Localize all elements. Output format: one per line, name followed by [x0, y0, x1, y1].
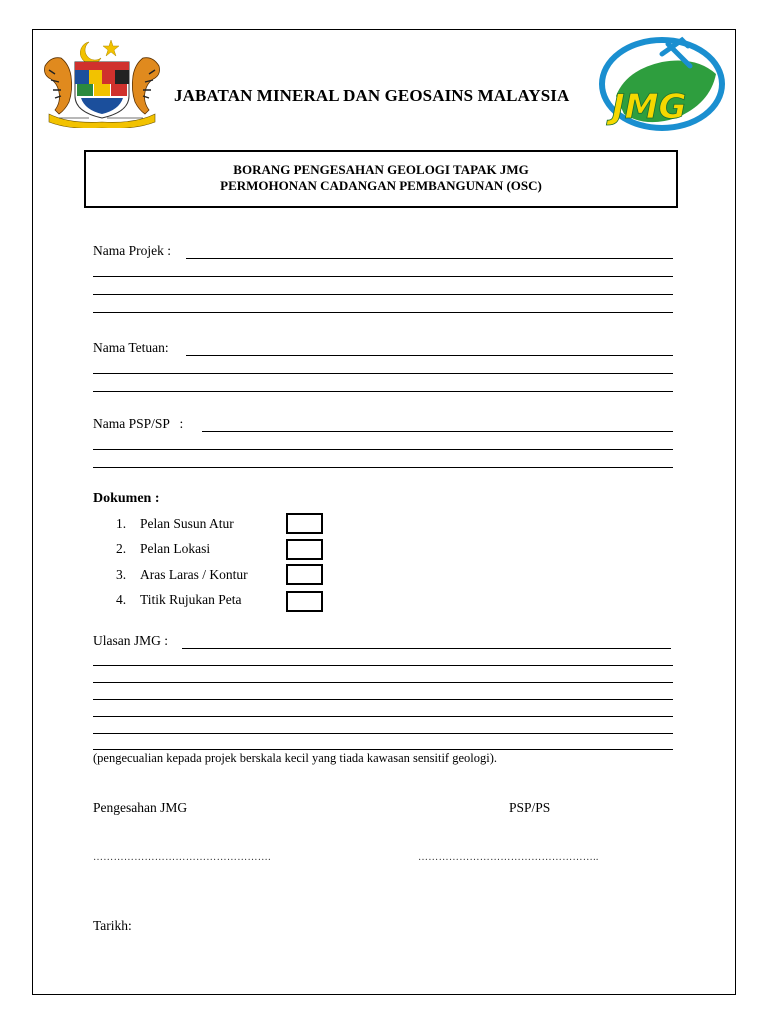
- dokumen-item-number: 4.: [116, 592, 127, 607]
- nama-psp-line[interactable]: [202, 431, 673, 432]
- ulasan-line[interactable]: [93, 716, 673, 717]
- dokumen-item-number: 2.: [116, 541, 127, 556]
- dokumen-item-label: Titik Rujukan Peta: [140, 592, 242, 607]
- ulasan-line[interactable]: [93, 682, 673, 683]
- form-title-line1: BORANG PENGESAHAN GEOLOGI TAPAK JMG: [233, 162, 529, 177]
- ulasan-note: (pengecualian kepada projek berskala kecil yang tiada kawasan sensitif geologi).: [93, 751, 498, 765]
- nama-psp-label: Nama PSP/SP :: [93, 416, 184, 431]
- ulasan-line[interactable]: [93, 749, 673, 750]
- ulasan-label: Ulasan JMG :: [93, 633, 168, 648]
- pengesahan-jmg-label: Pengesahan JMG: [93, 800, 188, 815]
- dokumen-item-number: 3.: [116, 567, 127, 582]
- ulasan-line[interactable]: [93, 665, 673, 666]
- form-title-box: [84, 150, 678, 208]
- agency-name: JABATAN MINERAL DAN GEOSAINS MALAYSIA: [174, 86, 570, 105]
- dokumen-item-label: Pelan Susun Atur: [140, 516, 234, 531]
- nama-tetuan-label: Nama Tetuan:: [93, 340, 169, 355]
- ulasan-line[interactable]: [93, 699, 673, 700]
- nama-tetuan-line[interactable]: [186, 355, 673, 356]
- dokumen-checkbox[interactable]: [286, 513, 323, 534]
- pengesahan-jmg-signature-line[interactable]: …………………………………………….: [93, 852, 271, 863]
- dokumen-item: [116, 516, 234, 532]
- ulasan-line[interactable]: [182, 648, 671, 649]
- logo-text: JMG: [612, 87, 687, 127]
- dokumen-checkbox[interactable]: [286, 539, 323, 560]
- dokumen-item: [116, 592, 242, 608]
- ulasan-line[interactable]: [93, 733, 673, 734]
- form-title-line2: PERMOHONAN CADANGAN PEMBANGUNAN (OSC): [220, 178, 542, 193]
- dokumen-checkbox[interactable]: [286, 591, 323, 612]
- dokumen-item: [116, 567, 248, 583]
- nama-tetuan-line[interactable]: [93, 373, 673, 374]
- jmg-logo-icon: [596, 34, 728, 132]
- nama-psp-line[interactable]: [93, 449, 673, 450]
- dokumen-item-label: Pelan Lokasi: [140, 541, 211, 556]
- psp-ps-label: PSP/PS: [509, 800, 551, 815]
- nama-projek-line[interactable]: [93, 294, 673, 295]
- dokumen-title: Dokumen :: [93, 491, 160, 506]
- dokumen-item-label: Aras Laras / Kontur: [140, 567, 248, 582]
- coat-of-arms-icon: [37, 36, 167, 128]
- dokumen-item: [116, 541, 210, 557]
- nama-tetuan-line[interactable]: [93, 391, 673, 392]
- dokumen-item-number: 1.: [116, 516, 127, 531]
- nama-projek-line[interactable]: [186, 258, 673, 259]
- nama-psp-line[interactable]: [93, 467, 673, 468]
- nama-projek-line[interactable]: [93, 312, 673, 313]
- nama-projek-line[interactable]: [93, 276, 673, 277]
- tarikh-label: Tarikh:: [93, 918, 132, 933]
- nama-projek-label: Nama Projek :: [93, 243, 171, 258]
- psp-ps-signature-line[interactable]: ……………………………………………..: [418, 852, 599, 863]
- dokumen-checkbox[interactable]: [286, 564, 323, 585]
